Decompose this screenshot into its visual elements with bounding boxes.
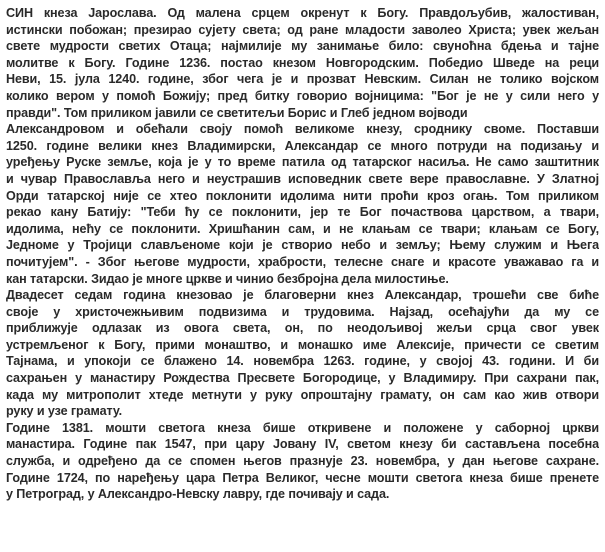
- text-line: у Петроград, у Александро-Невску лавру, где почивају и сада.: [6, 487, 390, 502]
- text-line: свете мудрости светих Отаца; најмилије му занимање било: свуноћна бдења и тајне: [6, 39, 599, 54]
- text-line: почитујем". - Због његове мудрости, храбрости, телесне снаге и красоте уважавао га и: [6, 254, 599, 269]
- text-line: правди". Том приликом јавили се светитељи Борис и Глеб једном војводи: [6, 105, 468, 120]
- text-line: Орди татарској није се хтео поклонити идолима нити проћи кроз огањ. Том приликом: [6, 188, 599, 203]
- text-line: молитве к Богу. Године 1236. постао кнезом Новгородским. Победио Шведе на реци: [6, 55, 599, 70]
- text-line: манастира. Године пак 1547, при цару Јовану IV, светом кнезу би састављена посебна: [6, 437, 599, 452]
- text-line: устремљеног к Богу, прими монаштво, и монашко име Алексије, причести се светим: [6, 337, 599, 352]
- text-line: Александровом и обећали своју помоћ великоме кнезу, сроднику своме. Поставши: [6, 122, 599, 137]
- text-line: Године 1381. мошти светога кнеза бише откривене и положене у саборној цркви: [6, 420, 599, 435]
- text-line: идолима, нећу се поклонити. Хришћанин сам, и не клањам се твари; клањам се Богу,: [6, 221, 599, 236]
- text-line: рекао кану Батију: "Теби ћу се поклонити, јер те Бог почаствова царством, а твари,: [6, 205, 599, 220]
- text-line: приближује одлазак из овога света, он, по неодољивој жељи срца свог увек: [6, 321, 599, 336]
- text-line: и чувар Православља него и неустрашив исповедник свете вере православне. У Златној: [6, 171, 599, 186]
- text-line: истински побожан; презирао сујету света; од ране младости заволео Христа; увек жељан: [6, 22, 599, 37]
- text-line: Неви, 15. јула 1240. године, због чега је и прозват Невским. Силан не толико војском: [6, 72, 599, 87]
- text-line: Тајнама, и упокоји се блажено 14. новембра 1263. године, у својој 43. години. И би: [6, 354, 599, 369]
- text-line: сахрањен у манастиру Рождества Пресвете Богородице, у Владимиру. При сахрани пак,: [6, 371, 599, 386]
- text-line: кан татарски. Зидао је многе цркве и чинио безбројна дела милостиње.: [6, 271, 449, 286]
- text-line: Године 1724, по наређењу цара Петра Великог, чесне мошти светога кнеза бише пренете: [6, 470, 599, 485]
- text-line: 1250. године велики кнез Владимирски, Александар се много потруди на подизању и: [6, 138, 599, 153]
- text-line: своје у христочежњивим подвизима и трудовима. Најзад, осећајући да му се: [6, 304, 599, 319]
- text-line: руку и узе грамату.: [6, 404, 123, 419]
- text-line: Једноме у Тројици слављеноме који је створио небо и земљу; Њему служим и Њега: [6, 238, 599, 253]
- text-line: служба, и одређено да се спомен његов празнује 23. новембра, у дан његове сахране.: [6, 454, 599, 469]
- text-line: СИН кнеза Јарослава. Од малена срцем окренут к Богу. Правдољубив, жалостиван,: [6, 6, 599, 20]
- text-line: колико вером у помоћ Божију; пред битку говорио војницима: "Бог је не у сили него у: [6, 88, 599, 103]
- text-line: Двадесет седам година кнезовао је благоверни кнез Александар, трошећи све биће: [6, 288, 599, 303]
- text-line: уређењу Руске земље, која је у то време патила од татарског насиља. Не само заштитник: [6, 155, 599, 170]
- text-line: када му митрополит хтеде метнути у руку опроштајну грамату, он сам као жив отвори: [6, 387, 599, 402]
